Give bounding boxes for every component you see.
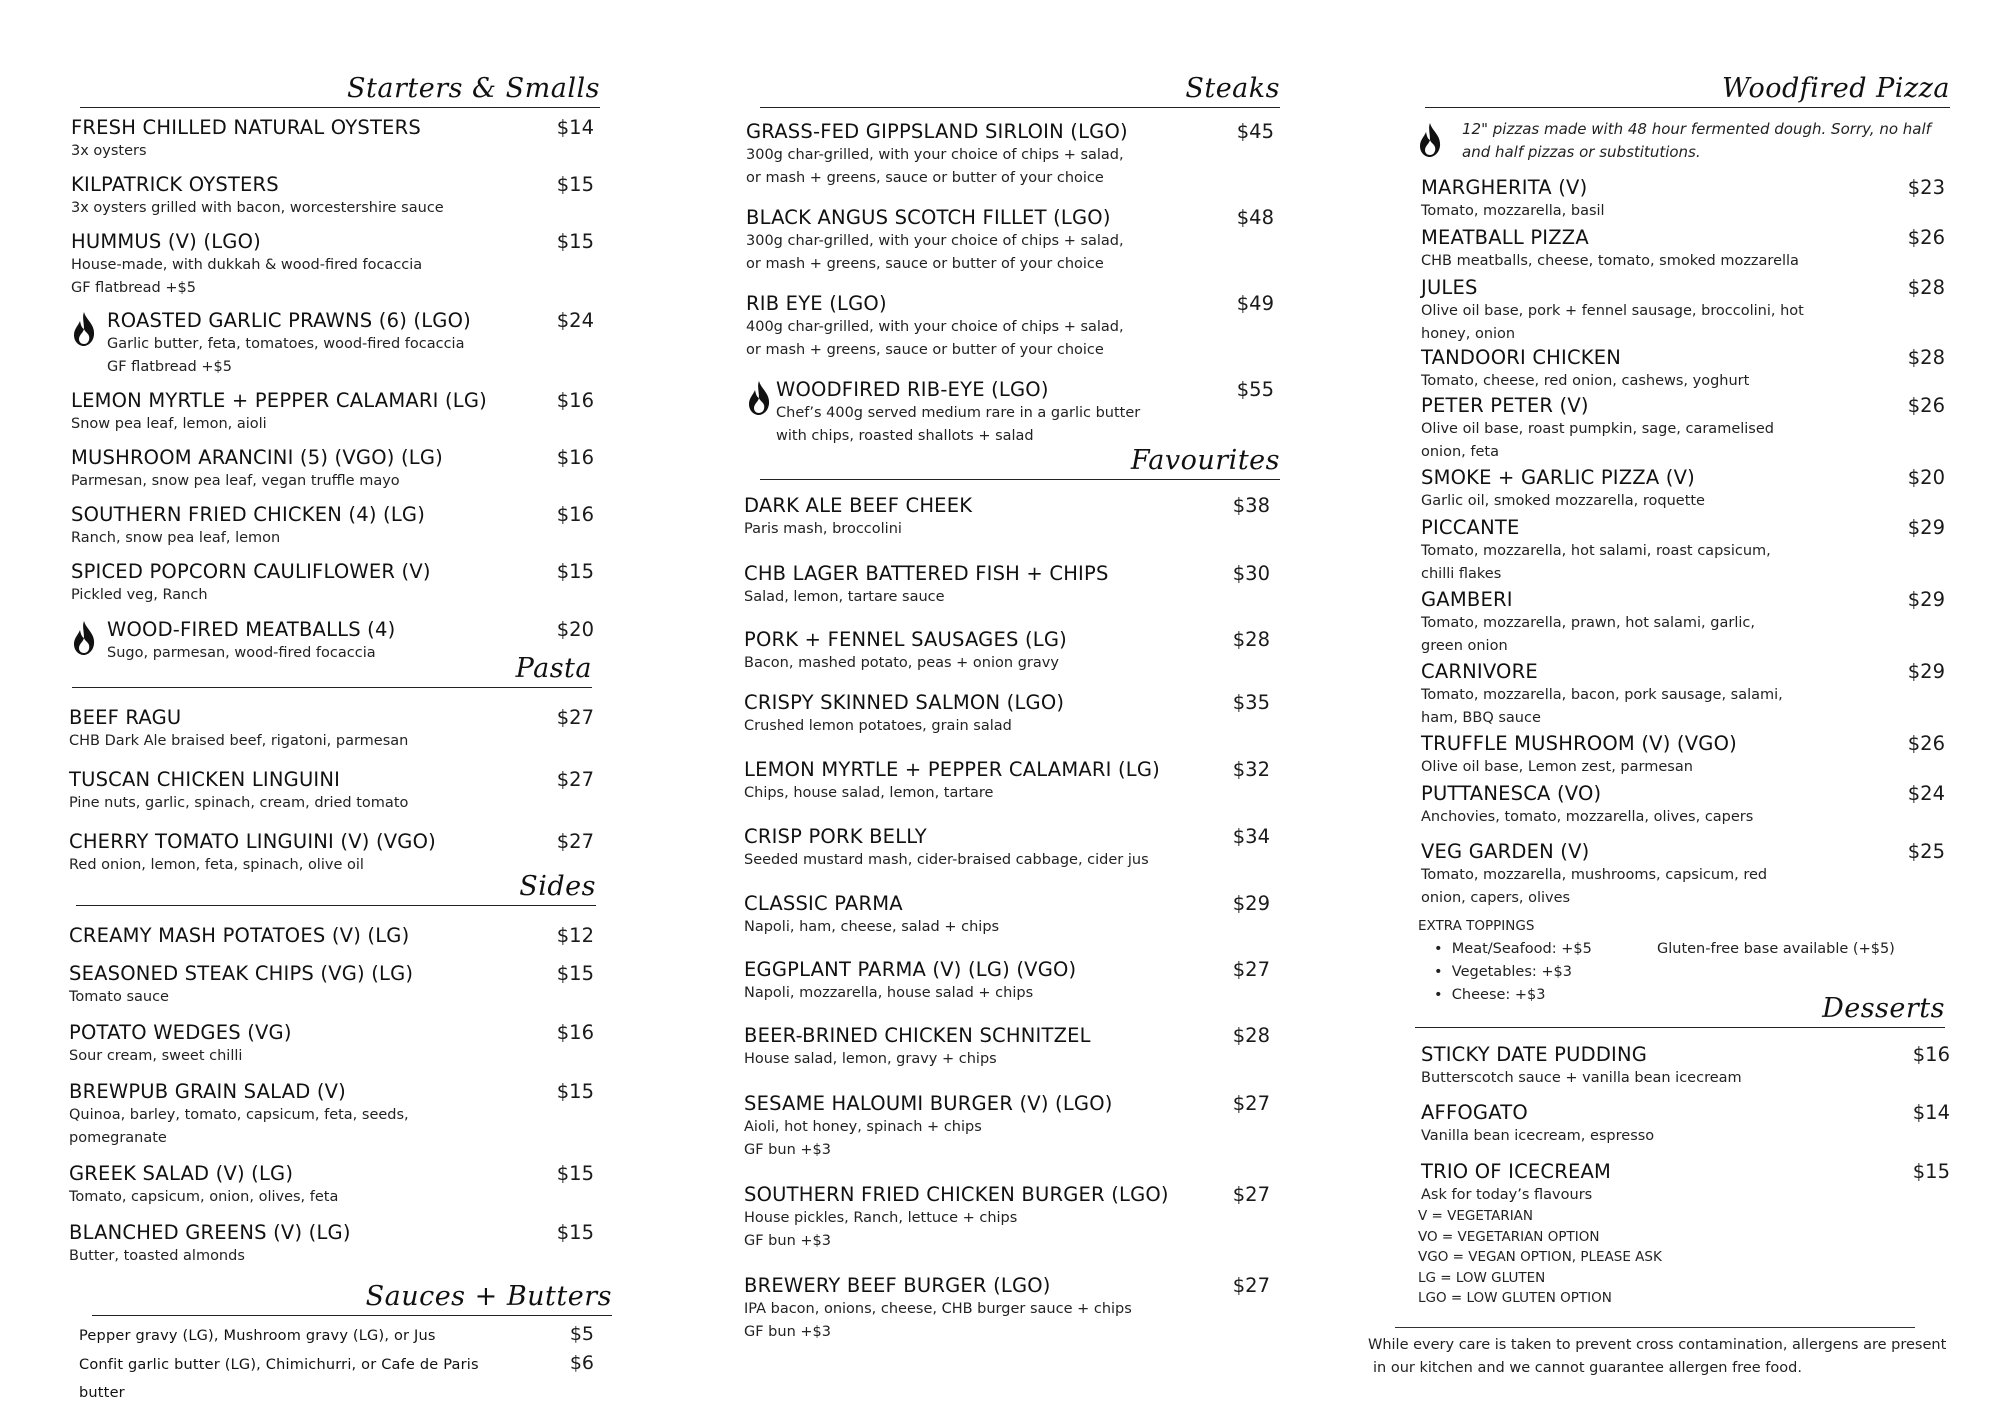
sauce-item-name: Confit garlic butter (LG), Chimichurri, or Cafe de Paris: [79, 1357, 479, 1373]
favourite-item-description: IPA bacon, onions, cheese, CHB burger sauce + chips: [744, 1301, 1132, 1317]
pizza-item-name: MEATBALL PIZZA: [1421, 226, 1589, 249]
pizza-item: [1421, 394, 1871, 464]
starter-item-name: LEMON MYRTLE + PEPPER CALAMARI (LG): [71, 389, 487, 412]
pizza-item-description-extra: onion, capers, olives: [1421, 890, 1571, 906]
section-header-pizza: [1425, 38, 1950, 108]
pizza-item-description: Tomato, mozzarella, mushrooms, capsicum, red: [1421, 867, 1768, 883]
pizza-item-name: PICCANTE: [1421, 516, 1520, 539]
section-title-sides: Sides: [519, 871, 596, 902]
favourite-item: [744, 958, 1194, 1005]
steak-item-name: GRASS-FED GIPPSLAND SIRLOIN (LGO): [746, 120, 1128, 143]
pizza-item-name: PETER PETER (V): [1421, 394, 1589, 417]
dessert-item-description: Vanilla bean icecream, espresso: [1421, 1128, 1655, 1144]
steak-item-price: $49: [1236, 292, 1274, 315]
pizza-item-description-extra: honey, onion: [1421, 326, 1516, 342]
starter-item-price: $16: [556, 446, 594, 469]
starter-item-price: $15: [556, 173, 594, 196]
divider: [1395, 1327, 1915, 1328]
starter-item-name: SPICED POPCORN CAULIFLOWER (V): [71, 560, 431, 583]
extra-topping-item: • Cheese: +$3: [1434, 987, 1546, 1003]
steak-item-price: $55: [1236, 378, 1274, 401]
favourite-item-name: DARK ALE BEEF CHEEK: [744, 494, 973, 517]
dessert-item: [1421, 1101, 1871, 1148]
starter-item-name: FRESH CHILLED NATURAL OYSTERS: [71, 116, 421, 139]
dessert-item-name: TRIO OF ICECREAM: [1421, 1160, 1612, 1183]
pizza-item: [1421, 226, 1871, 273]
favourite-item: [744, 562, 1194, 609]
pizza-item-description: CHB meatballs, cheese, tomato, smoked mozzarella: [1421, 253, 1799, 269]
favourite-item: [744, 691, 1194, 738]
pizza-item: [1421, 346, 1871, 393]
pizza-item-description: Tomato, mozzarella, basil: [1421, 203, 1605, 219]
sauce-item-name-cont: butter: [79, 1385, 125, 1401]
starter-item-name: MUSHROOM ARANCINI (5) (VGO) (LG): [71, 446, 443, 469]
side-item-price: $15: [556, 962, 594, 985]
favourite-item-description-extra: GF bun +$3: [744, 1324, 831, 1340]
favourite-item-description: Aioli, hot honey, spinach + chips: [744, 1119, 982, 1135]
pizza-item-name: TRUFFLE MUSHROOM (V) (VGO): [1421, 732, 1737, 755]
starter-item: [71, 116, 581, 163]
pizza-item-description-extra: ham, BBQ sauce: [1421, 710, 1541, 726]
pizza-item-description: Olive oil base, Lemon zest, parmesan: [1421, 759, 1693, 775]
pizza-item-price: $28: [1907, 276, 1945, 299]
allergen-line-1: While every care is taken to prevent cross contamination, allergens are present: [1368, 1337, 1947, 1353]
pizza-item-description: Tomato, mozzarella, hot salami, roast capsicum,: [1421, 543, 1771, 559]
dessert-item-name: STICKY DATE PUDDING: [1421, 1043, 1648, 1066]
starter-item-description: Ranch, snow pea leaf, lemon: [71, 530, 281, 546]
legend-line: LGO = LOW GLUTEN OPTION: [1418, 1290, 1612, 1306]
favourite-item-price: $27: [1232, 1274, 1270, 1297]
pizza-item: [1421, 466, 1871, 513]
pasta-item-name: BEEF RAGU: [69, 706, 182, 729]
pasta-item: [69, 706, 579, 753]
starter-item-name: SOUTHERN FRIED CHICKEN (4) (LG): [71, 503, 426, 526]
favourite-item-name: BEER-BRINED CHICKEN SCHNITZEL: [744, 1024, 1091, 1047]
pizza-item: [1421, 840, 1871, 910]
sauce-item: [79, 1351, 519, 1407]
pizza-item-price: $20: [1907, 466, 1945, 489]
starter-item-description: Pickled veg, Ranch: [71, 587, 208, 603]
section-title-pizza: Woodfired Pizza: [1722, 73, 1950, 104]
pizza-item-price: $29: [1907, 660, 1945, 683]
steak-item-price: $48: [1236, 206, 1274, 229]
favourite-item-price: $29: [1232, 892, 1270, 915]
favourite-item-description: Napoli, ham, cheese, salad + chips: [744, 919, 1000, 935]
pasta-item-price: $27: [556, 830, 594, 853]
side-item: [69, 1021, 579, 1068]
allergen-line-2: in our kitchen and we cannot guarantee allergen free food.: [1373, 1360, 1802, 1376]
favourite-item-description: Bacon, mashed potato, peas + onion gravy: [744, 655, 1059, 671]
pizza-item-name: GAMBERI: [1421, 588, 1513, 611]
section-title-favourites: Favourites: [1130, 445, 1280, 476]
section-header-pasta: [72, 618, 592, 688]
favourite-item-price: $38: [1232, 494, 1270, 517]
side-item-description: Tomato sauce: [69, 989, 169, 1005]
starter-item-description: Snow pea leaf, lemon, aioli: [71, 416, 267, 432]
favourite-item-description-extra: GF bun +$3: [744, 1142, 831, 1158]
starter-item-price: $15: [556, 560, 594, 583]
favourite-item: [744, 1024, 1194, 1071]
section-header-starters: [80, 38, 600, 108]
favourite-item-description-extra: GF bun +$3: [744, 1233, 831, 1249]
pizza-item: [1421, 276, 1871, 346]
favourite-item-description: Chips, house salad, lemon, tartare: [744, 785, 994, 801]
pizza-item: [1421, 588, 1871, 658]
dessert-item-price: $14: [1912, 1101, 1950, 1124]
favourite-item-description: Paris mash, broccolini: [744, 521, 902, 537]
flame-icon: [1417, 122, 1443, 158]
starter-item: [71, 389, 581, 436]
gluten-free-base-note: Gluten-free base available (+$5): [1657, 941, 1895, 957]
starter-item-description: House-made, with dukkah & wood-fired focaccia: [71, 257, 423, 273]
legend-line: VO = VEGETARIAN OPTION: [1418, 1228, 1600, 1245]
favourite-item-name: CRISPY SKINNED SALMON (LGO): [744, 691, 1065, 714]
steak-item-name: BLACK ANGUS SCOTCH FILLET (LGO): [746, 206, 1111, 229]
pizza-item-price: $29: [1907, 516, 1945, 539]
favourite-item: [744, 628, 1194, 675]
favourite-item-name: EGGPLANT PARMA (V) (LG) (VGO): [744, 958, 1077, 981]
favourite-item-name: SESAME HALOUMI BURGER (V) (LGO): [744, 1092, 1113, 1115]
starter-item: [71, 230, 581, 300]
steak-item-description: 400g char-grilled, with your choice of chips + salad,: [746, 319, 1124, 335]
extra-topping-item: • Meat/Seafood: +$5: [1434, 941, 1592, 957]
side-item-price: $15: [556, 1080, 594, 1103]
steak-item-description: Chef’s 400g served medium rare in a garlic butter: [776, 405, 1141, 421]
starter-item-price: $16: [556, 503, 594, 526]
side-item: [69, 1080, 579, 1150]
starter-item-name: WOOD-FIRED MEATBALLS (4): [107, 618, 396, 641]
pasta-item-name: TUSCAN CHICKEN LINGUINI: [69, 768, 341, 791]
starter-item-description: 3x oysters grilled with bacon, worcestershire sauce: [71, 200, 444, 216]
section-header-favourites: [760, 410, 1280, 480]
side-item-name: POTATO WEDGES (VG): [69, 1021, 292, 1044]
side-item: [69, 962, 579, 1009]
steak-item: [746, 120, 1176, 190]
favourite-item-name: CLASSIC PARMA: [744, 892, 903, 915]
steak-item-name: RIB EYE (LGO): [746, 292, 887, 315]
starter-item-description: Parmesan, snow pea leaf, vegan truffle mayo: [71, 473, 400, 489]
starter-item-name: HUMMUS (V) (LGO): [71, 230, 261, 253]
starter-item: [71, 173, 581, 220]
pizza-item-name: SMOKE + GARLIC PIZZA (V): [1421, 466, 1695, 489]
favourite-item-name: LEMON MYRTLE + PEPPER CALAMARI (LG): [744, 758, 1160, 781]
pizza-item-name: CARNIVORE: [1421, 660, 1538, 683]
pasta-item: [69, 768, 579, 815]
starter-item-price: $15: [556, 230, 594, 253]
extra-toppings-title: EXTRA TOPPINGS: [1418, 918, 1535, 934]
side-item-price: $12: [556, 924, 594, 947]
steak-item-description-extra: or mash + greens, sauce or butter of your choice: [746, 342, 1104, 358]
side-item-price: $15: [556, 1221, 594, 1244]
sauce-item: [79, 1322, 519, 1350]
starter-item-price: $20: [556, 618, 594, 641]
extra-topping-item: • Vegetables: +$3: [1434, 964, 1572, 980]
legend-line: LG = LOW GLUTEN: [1418, 1269, 1546, 1286]
favourite-item-name: PORK + FENNEL SAUSAGES (LG): [744, 628, 1067, 651]
steak-item-description-extra: or mash + greens, sauce or butter of your choice: [746, 256, 1104, 272]
starter-item-description: Garlic butter, feta, tomatoes, wood-fired focaccia: [107, 336, 465, 352]
pizza-item-price: $25: [1907, 840, 1945, 863]
dessert-item-price: $16: [1912, 1043, 1950, 1066]
pizza-item-description: Anchovies, tomato, mozzarella, olives, capers: [1421, 809, 1754, 825]
pasta-item-description: Red onion, lemon, feta, spinach, olive oil: [69, 857, 364, 873]
dessert-item: [1421, 1160, 1871, 1207]
section-title-starters: Starters & Smalls: [347, 73, 600, 104]
pizza-item-description-extra: green onion: [1421, 638, 1508, 654]
legend-line: V = VEGETARIAN: [1418, 1208, 1534, 1224]
flame-icon: [71, 311, 97, 347]
section-title-pasta: Pasta: [515, 653, 592, 684]
starter-item-name: KILPATRICK OYSTERS: [71, 173, 279, 196]
side-item: [69, 924, 579, 948]
side-item-description: Butter, toasted almonds: [69, 1248, 245, 1264]
pizza-item-name: TANDOORI CHICKEN: [1421, 346, 1622, 369]
starter-item-description: Sugo, parmesan, wood-fired focaccia: [107, 645, 376, 661]
favourite-item-name: CRISP PORK BELLY: [744, 825, 927, 848]
legend-line: VGO = VEGAN OPTION, PLEASE ASK: [1418, 1249, 1662, 1265]
steak-item-description: 300g char-grilled, with your choice of chips + salad,: [746, 233, 1124, 249]
favourite-item-price: $28: [1232, 1024, 1270, 1047]
dessert-item-price: $15: [1912, 1160, 1950, 1183]
side-item-name: SEASONED STEAK CHIPS (VG) (LG): [69, 962, 414, 985]
pizza-note-line-2: and half pizzas or substitutions.: [1462, 143, 1701, 161]
side-item-name: GREEK SALAD (V) (LG): [69, 1162, 294, 1185]
section-title-desserts: Desserts: [1822, 993, 1945, 1024]
favourite-item: [744, 494, 1194, 541]
pizza-item-price: $29: [1907, 588, 1945, 611]
allergen-notice: [1368, 1334, 1968, 1380]
section-title-steaks: Steaks: [1185, 73, 1280, 104]
pizza-item-description: Olive oil base, pork + fennel sausage, broccolini, hot: [1421, 303, 1804, 319]
favourite-item-price: $27: [1232, 1183, 1270, 1206]
steak-item-price: $45: [1236, 120, 1274, 143]
pasta-item-price: $27: [556, 768, 594, 791]
side-item-price: $15: [556, 1162, 594, 1185]
pizza-item-description: Garlic oil, smoked mozzarella, roquette: [1421, 493, 1705, 509]
starter-item-name: ROASTED GARLIC PRAWNS (6) (LGO): [107, 309, 471, 332]
starter-item-price: $24: [556, 309, 594, 332]
favourite-item-name: SOUTHERN FRIED CHICKEN BURGER (LGO): [744, 1183, 1169, 1206]
side-item-description: Tomato, capsicum, onion, olives, feta: [69, 1189, 339, 1205]
starter-item: [71, 446, 581, 493]
favourite-item-price: $35: [1232, 691, 1270, 714]
pizza-item-description: Tomato, cheese, red onion, cashews, yoghurt: [1421, 373, 1750, 389]
favourite-item-description: Salad, lemon, tartare sauce: [744, 589, 945, 605]
starter-item-description: 3x oysters: [71, 143, 147, 159]
favourite-item-price: $30: [1232, 562, 1270, 585]
pizza-item-name: MARGHERITA (V): [1421, 176, 1588, 199]
starter-item: [107, 309, 581, 379]
pizza-item: [1421, 782, 1871, 829]
starter-item-description-extra: GF flatbread +$5: [107, 359, 232, 375]
dietary-legend: [1418, 1206, 1662, 1309]
favourite-item: [744, 1274, 1194, 1344]
pizza-item-name: VEG GARDEN (V): [1421, 840, 1590, 863]
starter-item: [71, 503, 581, 550]
pizza-note-line-1: 12" pizzas made with 48 hour fermented dough. Sorry, no half: [1462, 120, 1931, 138]
pizza-item-price: $28: [1907, 346, 1945, 369]
favourite-item-description: Crushed lemon potatoes, grain salad: [744, 718, 1012, 734]
section-title-sauces: Sauces + Butters: [365, 1281, 612, 1312]
section-header-desserts: [1415, 958, 1945, 1028]
favourite-item-price: $32: [1232, 758, 1270, 781]
pizza-item: [1421, 732, 1871, 779]
favourite-item: [744, 758, 1194, 805]
pizza-item-description: Tomato, mozzarella, prawn, hot salami, garlic,: [1421, 615, 1755, 631]
pizza-item-description: Olive oil base, roast pumpkin, sage, caramelised: [1421, 421, 1774, 437]
section-header-steaks: [760, 38, 1280, 108]
favourite-item-price: $27: [1232, 1092, 1270, 1115]
favourite-item-description: House pickles, Ranch, lettuce + chips: [744, 1210, 1018, 1226]
steak-item: [746, 206, 1176, 276]
side-item-description: Quinoa, barley, tomato, capsicum, feta, seeds,: [69, 1107, 409, 1123]
side-item: [69, 1162, 579, 1209]
pasta-item-description: Pine nuts, garlic, spinach, cream, dried tomato: [69, 795, 409, 811]
side-item-name: CREAMY MASH POTATOES (V) (LG): [69, 924, 410, 947]
sauce-item-name: Pepper gravy (LG), Mushroom gravy (LG), or Jus: [79, 1328, 436, 1344]
favourite-item-description: Seeded mustard mash, cider-braised cabbage, cider jus: [744, 852, 1149, 868]
pasta-item-description: CHB Dark Ale braised beef, rigatoni, parmesan: [69, 733, 409, 749]
side-item-name: BREWPUB GRAIN SALAD (V): [69, 1080, 346, 1103]
sauce-item-price: $5: [569, 1323, 594, 1345]
favourite-item-price: $34: [1232, 825, 1270, 848]
dessert-item-description: Butterscotch sauce + vanilla bean icecream: [1421, 1070, 1742, 1086]
steak-item-description-extra: or mash + greens, sauce or butter of your choice: [746, 170, 1104, 186]
starter-item: [71, 560, 581, 607]
steak-item-description-extra: with chips, roasted shallots + salad: [776, 428, 1034, 444]
sauce-item-price: $6: [569, 1352, 594, 1374]
pizza-item: [1421, 516, 1871, 586]
section-header-sides: [76, 836, 596, 906]
pizza-item-price: $24: [1907, 782, 1945, 805]
starter-item-price: $14: [556, 116, 594, 139]
pizza-item-description: Tomato, mozzarella, bacon, pork sausage, salami,: [1421, 687, 1783, 703]
pizza-item-description-extra: chilli flakes: [1421, 566, 1502, 582]
pizza-item-price: $26: [1907, 394, 1945, 417]
section-header-sauces: [92, 1246, 612, 1316]
favourite-item-price: $27: [1232, 958, 1270, 981]
pizza-note: [1462, 118, 1962, 164]
pizza-item: [1421, 176, 1871, 223]
steak-item-name: WOODFIRED RIB-EYE (LGO): [776, 378, 1049, 401]
favourite-item-description: Napoli, mozzarella, house salad + chips: [744, 985, 1034, 1001]
favourite-item: [744, 892, 1194, 939]
favourite-item-description: House salad, lemon, gravy + chips: [744, 1051, 997, 1067]
steak-item-description: 300g char-grilled, with your choice of chips + salad,: [746, 147, 1124, 163]
favourite-item-price: $28: [1232, 628, 1270, 651]
starter-item-price: $16: [556, 389, 594, 412]
dessert-item: [1421, 1043, 1871, 1090]
pizza-item-description-extra: onion, feta: [1421, 444, 1499, 460]
side-item-price: $16: [556, 1021, 594, 1044]
side-item-description: Sour cream, sweet chilli: [69, 1048, 243, 1064]
pizza-item-name: JULES: [1421, 276, 1478, 299]
pasta-item-price: $27: [556, 706, 594, 729]
pizza-item: [1421, 660, 1871, 730]
pizza-item-price: $26: [1907, 732, 1945, 755]
pizza-item-price: $26: [1907, 226, 1945, 249]
dessert-item-description: Ask for today’s flavours: [1421, 1187, 1593, 1203]
starter-item-description-extra: GF flatbread +$5: [71, 280, 196, 296]
favourite-item-name: CHB LAGER BATTERED FISH + CHIPS: [744, 562, 1109, 585]
favourite-item: [744, 825, 1194, 872]
favourite-item: [744, 1092, 1194, 1162]
side-item-description-extra: pomegranate: [69, 1130, 167, 1146]
dessert-item-name: AFFOGATO: [1421, 1101, 1528, 1124]
steak-item: [746, 292, 1176, 362]
pizza-item-price: $23: [1907, 176, 1945, 199]
side-item-name: BLANCHED GREENS (V) (LG): [69, 1221, 351, 1244]
favourite-item-name: BREWERY BEEF BURGER (LGO): [744, 1274, 1051, 1297]
pizza-item-name: PUTTANESCA (VO): [1421, 782, 1602, 805]
favourite-item: [744, 1183, 1194, 1253]
pasta-item-name: CHERRY TOMATO LINGUINI (V) (VGO): [69, 830, 436, 853]
